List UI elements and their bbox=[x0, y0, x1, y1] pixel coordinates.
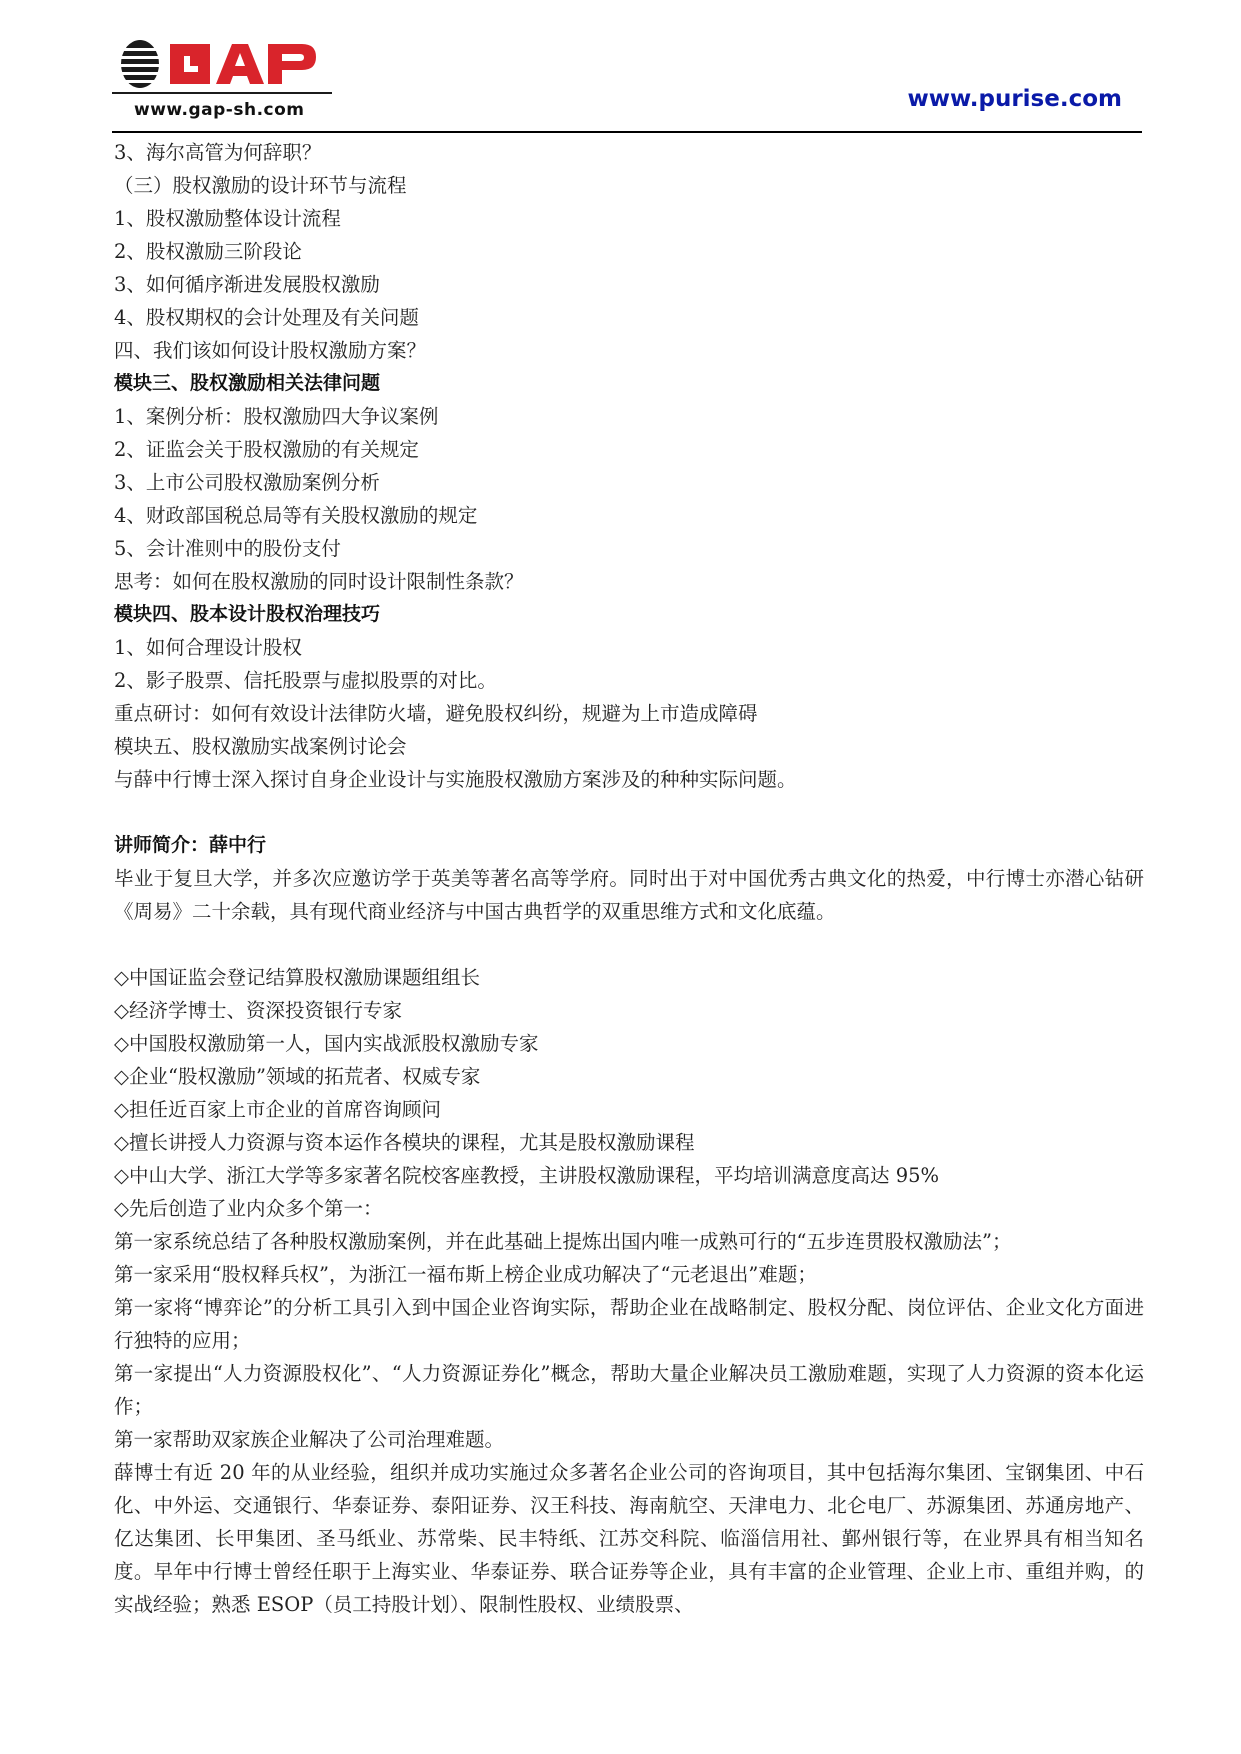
document-body bbox=[114, 136, 1144, 1621]
lecturer-bullet: ◇中国证监会登记结算股权激励课题组组长 bbox=[114, 966, 480, 989]
module3-item: 2、证监会关于股权激励的有关规定 bbox=[114, 438, 419, 461]
outline-line: 1、股权激励整体设计流程 bbox=[114, 207, 341, 230]
module4-item: 1、如何合理设计股权 bbox=[114, 636, 302, 659]
outline-line: 3、海尔高管为何辞职？ bbox=[114, 141, 322, 164]
lecturer-experience: 薛博士有近 20 年的从业经验，组织并成功实施过众多著名企业公司的咨询项目，其中包括海尔集团、宝钢集团、中石化、中外运、交通银行、华泰证券、泰阳证券、汉王科技、海南航空、天津电力、北仑电厂、苏源集团、苏通房地产、亿达集团、长甲集团、圣马纸业、苏常柴、民丰特纸、江苏交科院、临淄信用社、鄞州银行等，在业界具有相当知名度。早年中行博士曾经任职于上海实业、华泰证券、联合证券等企业，具有丰富的企业管理、企业上市、重组并购，的实战经验；熟悉 ESOP（员工持股计划）、限制性股权、业绩股票、 bbox=[114, 1461, 1144, 1616]
lecturer-bullet: ◇先后创造了业内众多个第一： bbox=[114, 1197, 383, 1220]
blank-line bbox=[114, 796, 1144, 829]
module4-item: 2、影子股票、信托股票与虚拟股票的对比。 bbox=[114, 669, 497, 692]
logo-caption: www.gap-sh.com bbox=[134, 100, 305, 120]
lecturer-first: 第一家采用“股权释兵权”，为浙江一福布斯上榜企业成功解决了“元老退出”难题； bbox=[114, 1263, 817, 1286]
module4-item: 模块五、股权激励实战案例讨论会 bbox=[114, 735, 407, 758]
module3-item: 1、案例分析：股权激励四大争议案例 bbox=[114, 405, 439, 428]
module3-item: 5、会计准则中的股份支付 bbox=[114, 537, 341, 560]
blank-line bbox=[114, 928, 1144, 961]
module3-heading: 模块三、股权激励相关法律问题 bbox=[114, 372, 381, 394]
lecturer-intro: 毕业于复旦大学，并多次应邀访学于英美等著名高等学府。同时出于对中国优秀古典文化的热爱，中行博士亦潜心钻研《周易》二十余载，具有现代商业经济与中国古典哲学的双重思维方式和文化底蕴。 bbox=[114, 867, 1144, 923]
module4-item: 与薛中行博士深入探讨自身企业设计与实施股权激励方案涉及的种种实际问题。 bbox=[114, 768, 797, 791]
lecturer-first: 第一家将“博弈论”的分析工具引入到中国企业咨询实际，帮助企业在战略制定、股权分配、岗位评估、企业文化方面进行独特的应用； bbox=[114, 1296, 1144, 1352]
module3-item: 思考：如何在股权激励的同时设计限制性条款？ bbox=[114, 570, 524, 593]
header-divider bbox=[112, 131, 1142, 133]
outline-line: 3、如何循序渐进发展股权激励 bbox=[114, 273, 380, 296]
module4-heading: 模块四、股本设计股权治理技巧 bbox=[114, 603, 381, 625]
lecturer-bullet: ◇经济学博士、资深投资银行专家 bbox=[114, 999, 402, 1022]
module3-item: 3、上市公司股权激励案例分析 bbox=[114, 471, 380, 494]
outline-line: 2、股权激励三阶段论 bbox=[114, 240, 302, 263]
lecturer-bullet: ◇中国股权激励第一人，国内实战派股权激励专家 bbox=[114, 1032, 539, 1055]
lecturer-bullet: ◇擅长讲授人力资源与资本运作各模块的课程，尤其是股权激励课程 bbox=[114, 1131, 695, 1154]
page-header bbox=[112, 30, 1142, 134]
lecturer-bullet: ◇担任近百家上市企业的首席咨询顾问 bbox=[114, 1098, 441, 1121]
module3-item: 4、财政部国税总局等有关股权激励的规定 bbox=[114, 504, 478, 527]
lecturer-bullet: ◇中山大学、浙江大学等多家著名院校客座教授，主讲股权激励课程，平均培训满意度高达 95% bbox=[114, 1164, 940, 1187]
outline-line: （三）股权激励的设计环节与流程 bbox=[114, 174, 407, 197]
outline-line: 四、我们该如何设计股权激励方案？ bbox=[114, 339, 427, 362]
outline-line: 4、股权期权的会计处理及有关问题 bbox=[114, 306, 419, 329]
lecturer-first: 第一家帮助双家族企业解决了公司治理难题。 bbox=[114, 1428, 505, 1451]
lecturer-first: 第一家系统总结了各种股权激励案例，并在此基础上提炼出国内唯一成熟可行的“五步连贯股权激励法”； bbox=[114, 1230, 1012, 1253]
site-url-link[interactable]: www.purise.com bbox=[907, 86, 1122, 112]
lecturer-first: 第一家提出“人力资源股权化”、“人力资源证券化”概念，帮助大量企业解决员工激励难题，实现了人力资源的资本化运作； bbox=[114, 1362, 1144, 1418]
lecturer-heading: 讲师简介：薛中行 bbox=[114, 834, 267, 856]
lecturer-bullet: ◇企业“股权激励”领域的拓荒者、权威专家 bbox=[114, 1065, 481, 1088]
module4-item: 重点研讨：如何有效设计法律防火墙，避免股权纠纷，规避为上市造成障碍 bbox=[114, 702, 758, 725]
